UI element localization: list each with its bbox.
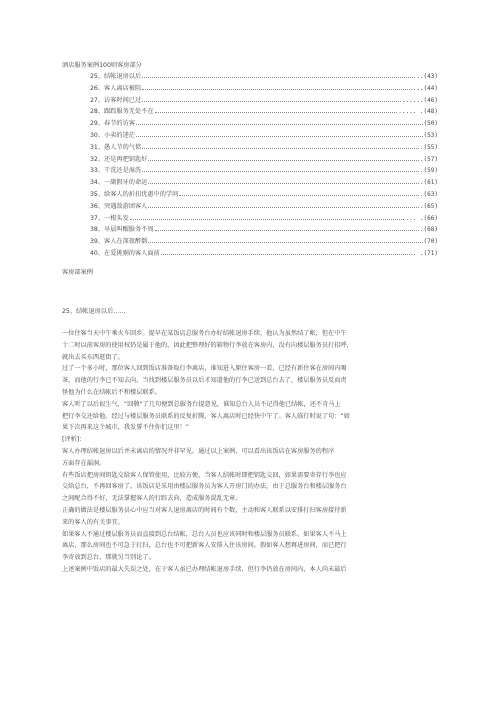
paragraph bbox=[62, 505, 434, 529]
text-line: 有些饭店把房间钥匙交给客人保管使用，比较方便，当客人结帐时即把钥匙交回，如果需要寄存行李也应 bbox=[62, 471, 347, 479]
document-title: 酒店服务案例100则客房部分 bbox=[62, 62, 142, 69]
toc-entry-label: 39、客人在深夜醉倒 bbox=[90, 238, 148, 246]
toc-entry-page: (50) bbox=[423, 120, 438, 128]
toc-entry[interactable] bbox=[90, 130, 438, 142]
toc-entry-label: 29、春节的访客 bbox=[90, 120, 135, 128]
text-line: 果下次再来这个城市，我发誓不住你们这里！” bbox=[62, 424, 189, 432]
toc-entry-label: 28、跟踪服务无处不在 bbox=[90, 108, 154, 116]
text-line: 李寄放到总台，那就另当别论了。 bbox=[62, 554, 155, 562]
text-line: 交给总台，不再回客房了。该饭店是采用由楼层服务员为客人开房门的办法，由于总服务台和楼层服务台 bbox=[62, 483, 347, 491]
toc-entry-page: .(65) bbox=[419, 202, 438, 210]
toc-leader-dots bbox=[142, 97, 401, 102]
toc-leader-dots bbox=[142, 73, 415, 78]
toc-entry-label: 40、在爱挑剔的客人面前 bbox=[90, 249, 160, 257]
table-of-contents bbox=[90, 71, 438, 260]
toc-entry-page: ... .(66) bbox=[405, 214, 438, 222]
text-line: 过了一个多小时，那位客人回到饭店准备取行李离店，谁知进入原住客房一看，已经有新住客在房间内喝 bbox=[62, 365, 347, 373]
toc-entry-label: 35、给客人的折扣优惠中的学问 bbox=[90, 190, 179, 198]
paragraph bbox=[62, 470, 434, 505]
text-line: 离店，那么房间也不可急于打扫，总台也不可把新客人安排入住该房间。假如客人想再进房间，而已把行 bbox=[62, 542, 347, 550]
toc-entry[interactable] bbox=[90, 189, 438, 201]
toc-entry-page: .(63) bbox=[419, 190, 438, 198]
toc-leader-dots bbox=[148, 238, 422, 243]
toc-entry-page: .(55) bbox=[419, 143, 438, 151]
toc-entry[interactable] bbox=[90, 106, 438, 118]
text-line: 之间配合得不好，无法掌握客人的行踪去向，造成服务混乱无章。 bbox=[62, 495, 242, 503]
toc-entry-page: ......(46) bbox=[401, 96, 438, 104]
text-line: 客人听了以后很生气，“回敬”了几句便到总服务台提意见，谁知总台人员不记得他已结帐，还不肯马上 bbox=[62, 400, 341, 408]
text-line: 把行李交还给他。经过与楼层服务员联系的反复折腾，客人离店时已经快中午了。客人临行时说了句：“如 bbox=[62, 412, 350, 420]
toc-entry[interactable] bbox=[90, 177, 438, 189]
toc-entry-page: .(68) bbox=[419, 226, 438, 234]
toc-entry-label: 36、突遇敌游团客人 bbox=[90, 202, 148, 210]
toc-entry-page: ...(44) bbox=[412, 84, 438, 92]
toc-leader-dots bbox=[155, 108, 398, 113]
toc-entry-page: .(59) bbox=[419, 167, 438, 175]
toc-entry-label: 38、早晨叫醒服务不周 bbox=[90, 226, 154, 234]
toc-entry-label: 31、愚人节的气愤 bbox=[90, 143, 142, 151]
paragraph bbox=[62, 446, 434, 470]
toc-entry[interactable] bbox=[90, 118, 438, 130]
toc-leader-dots bbox=[148, 179, 419, 184]
paragraph bbox=[62, 529, 434, 564]
toc-entry-page: .(57) bbox=[419, 155, 438, 163]
toc-leader-dots bbox=[148, 203, 419, 208]
text-line: 上述案例中饭店的最大失误之处，在于客人虽已办理结帐退房手续，但行李仍放在房间内，本人尚未最后 bbox=[62, 565, 347, 573]
toc-entry[interactable] bbox=[90, 154, 438, 166]
toc-leader-dots bbox=[148, 156, 419, 161]
toc-entry[interactable] bbox=[90, 236, 438, 248]
toc-entry-page: ..(43) bbox=[416, 73, 438, 80]
toc-entry-label: 27、访客时间已过 bbox=[90, 96, 142, 104]
paragraph bbox=[62, 564, 434, 576]
toc-entry[interactable] bbox=[90, 201, 438, 213]
toc-entry-page: (53) bbox=[423, 131, 438, 139]
text-line: 就出去买东西逛街了。 bbox=[62, 353, 124, 361]
toc-leader-dots bbox=[161, 250, 412, 255]
section-heading: 客房部案例 bbox=[62, 269, 93, 276]
text-line: [评析]： bbox=[62, 436, 86, 444]
toc-leader-dots bbox=[130, 215, 405, 220]
toc-entry-label: 32、还是再把钥匙好 bbox=[90, 155, 148, 163]
paragraph bbox=[62, 363, 434, 398]
toc-entry[interactable] bbox=[90, 71, 438, 83]
toc-entry-page: . .(71) bbox=[412, 249, 438, 257]
toc-leader-dots bbox=[155, 226, 419, 231]
toc-entry[interactable] bbox=[90, 165, 438, 177]
toc-entry[interactable] bbox=[90, 248, 438, 260]
text-line: 一位住客当天中午乘火车回乡。提早在某饭店总服务台办好结帐退房手续，他认为虽然结了帐，但在中午 bbox=[62, 330, 347, 337]
text-line: 方面存在漏洞。 bbox=[62, 459, 106, 467]
text-line: 来的客人的有关事宜。 bbox=[62, 518, 124, 526]
toc-leader-dots bbox=[179, 191, 419, 196]
toc-entry-label: 33、干洗还是湿洗 bbox=[90, 167, 142, 175]
toc-leader-dots bbox=[142, 167, 419, 172]
paragraph bbox=[62, 399, 434, 434]
toc-leader-dots bbox=[136, 120, 423, 125]
text-line: 客人办理结帐退房以后并未离店的情况并非罕见。通过以上案例，可以看出该饭店在客房服务的程序 bbox=[62, 447, 335, 455]
toc-entry[interactable] bbox=[90, 95, 438, 107]
toc-entry[interactable] bbox=[90, 142, 438, 154]
toc-entry[interactable] bbox=[90, 83, 438, 95]
text-line: 怪他为什么在结帐后不和楼层联系。 bbox=[62, 388, 161, 396]
text-line: 茶，而他的行李已不知去向。当找到楼层服务员以后才知道他的行李已送到总台去了，楼层服务员反而责 bbox=[62, 377, 347, 385]
text-line: 正确的做法是楼层服务员心中应当对客人退房离店的时间有个数，主动和客人联系以安排打扫客房接待新 bbox=[62, 506, 347, 514]
paragraph bbox=[62, 434, 434, 446]
toc-entry-page: .(61) bbox=[419, 179, 438, 187]
text-line: 如果客人不通过楼层服务员而直接到总台结帐，总台人员也应该同时和楼层服务员联系，如果客人不马上 bbox=[62, 530, 347, 538]
toc-leader-dots bbox=[136, 132, 423, 137]
toc-entry-label: 30、小卖的迷茫 bbox=[90, 131, 135, 139]
toc-entry-page: ..... .(48) bbox=[398, 108, 438, 116]
toc-entry[interactable] bbox=[90, 213, 438, 225]
toc-leader-dots bbox=[142, 85, 412, 90]
toc-entry-label: 25、结帐退房以后 bbox=[90, 73, 142, 80]
toc-leader-dots bbox=[142, 144, 419, 149]
toc-entry-label: 26、客人离店被阻 bbox=[90, 84, 142, 92]
toc-entry-label: 37、一根头发 bbox=[90, 214, 129, 222]
article-title: 25、结帐退房以后…… bbox=[62, 308, 126, 315]
toc-entry-page: (70) bbox=[423, 238, 438, 246]
toc-entry-label: 34、一副假牙的命运 bbox=[90, 179, 148, 187]
article-body bbox=[62, 328, 434, 576]
toc-entry[interactable] bbox=[90, 224, 438, 236]
text-line: 十二时以前客房的使用权仍是属于他的，因此把整理好的箱物行李放在客房内，没有向楼层服务员打招呼， bbox=[62, 341, 353, 349]
paragraph bbox=[62, 328, 434, 363]
